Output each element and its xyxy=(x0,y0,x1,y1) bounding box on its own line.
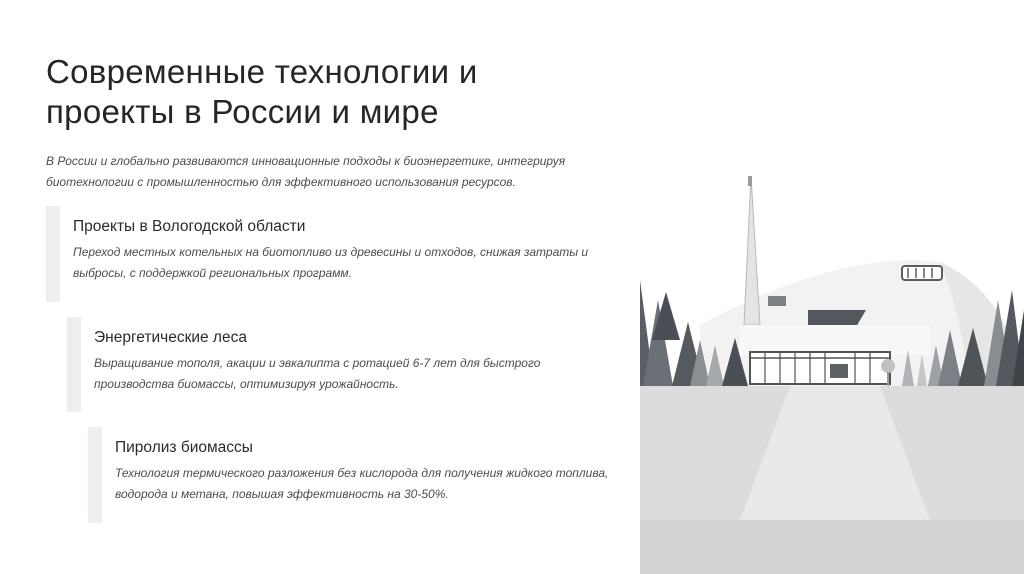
card-accent-bar xyxy=(88,427,102,523)
card-accent-bar xyxy=(46,206,60,302)
page-title xyxy=(46,52,606,132)
building-facade xyxy=(750,352,890,384)
card-text: Технология термического разложения без кислорода для получения жидкого топлива, водорода и метана, повышая эффективность на 30-50%. xyxy=(115,466,609,501)
card-title: Проекты в Вологодской области xyxy=(73,218,306,235)
card-text: Выращивание тополя, акации и эвкалипта с ротацией 6-7 лет для быстрого производства биомассы, оптимизируя урожайность. xyxy=(94,356,541,391)
card-accent-bar xyxy=(67,317,81,412)
building-illustration xyxy=(640,0,1024,574)
card-text: Переход местных котельных на биотопливо из древесины и отходов, снижая затраты и выбросы, с поддержкой региональных программ. xyxy=(73,245,589,280)
card-title: Энергетические леса xyxy=(94,329,247,346)
page-subtitle: В России и глобально развиваются инновационные подходы к биоэнергетике, интегрируя биотехнологии с промышленностью для эффективного использования ресурсов. xyxy=(46,154,566,189)
title-line-2: проекты в России и мире xyxy=(46,93,439,130)
roof-panel xyxy=(808,310,866,327)
project-card-pyrolysis xyxy=(88,427,608,523)
card-title: Пиролиз биомассы xyxy=(115,439,253,456)
project-card-vologda xyxy=(46,206,606,302)
project-card-energy-forests xyxy=(67,317,607,412)
title-line-1: Современные технологии и xyxy=(46,53,478,90)
